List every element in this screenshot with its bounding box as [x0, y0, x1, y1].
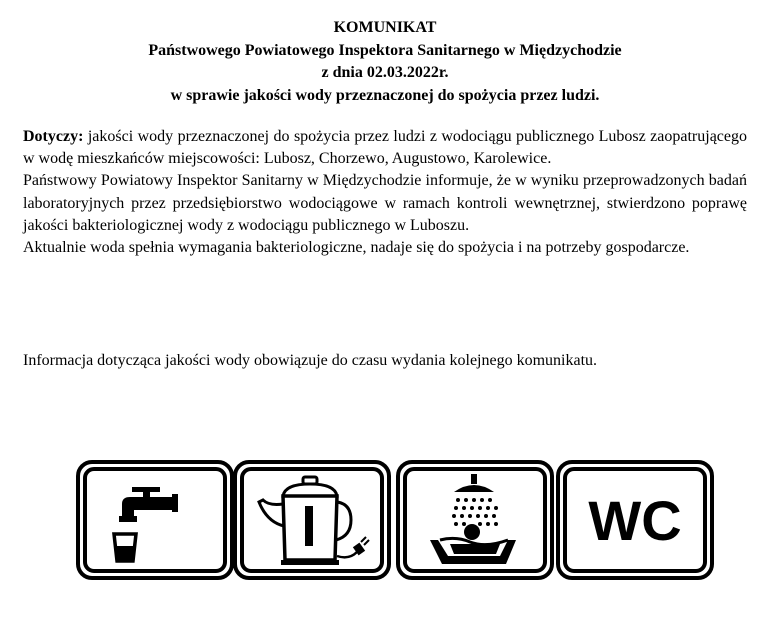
dotyczy-label: Dotyczy:	[23, 128, 84, 145]
paragraph-inspector-info: Państwowy Powiatowy Inspektor Sanitarny w Międzychodzie informuje, że w wyniku przeprowadzonych badań laboratoryjnych przez przedsiębiorstwo wodociągowe w ramach kontroli wewnętrznej, stwierdzono poprawę jakości bakteriologicznej wody z wodociągu publicznego w Luboszu.	[23, 172, 747, 234]
notice-date: z dnia 02.03.2022r.	[321, 64, 449, 81]
notice-issuer: Państwowego Powiatowego Inspektora Sanitarnego w Międzychodzie	[148, 41, 622, 59]
shower-bath-icon	[396, 460, 554, 580]
wc-icon	[556, 460, 714, 580]
tap-drinking-water-icon	[76, 460, 234, 580]
kettle-cooking-icon	[233, 460, 391, 580]
notice-title: KOMUNIKAT	[333, 19, 437, 36]
notice-body	[23, 126, 747, 259]
wc-label: WC	[588, 489, 682, 552]
validity-info: Informacja dotycząca jakości wody obowiązuje do czasu wydania kolejnego komunikatu.	[23, 352, 598, 369]
paragraph-current-status: Aktualnie woda spełnia wymagania bakteriologiczne, nadaje się do spożycia i na potrzeby gospodarcze.	[23, 239, 690, 257]
notice-header	[0, 17, 770, 107]
notice-subject: w sprawie jakości wody przeznaczonej do spożycia przez ludzi.	[170, 86, 600, 104]
paragraph-dotyczy	[23, 126, 747, 170]
dotyczy-text: jakości wody przeznaczonej do spożycia przez ludzi z wodociągu publicznego Lubosz zaopatrującego w wodę mieszkańców miejscowości: Lubosz, Chorzewo, Augustowo, Karolewice.	[23, 128, 747, 168]
